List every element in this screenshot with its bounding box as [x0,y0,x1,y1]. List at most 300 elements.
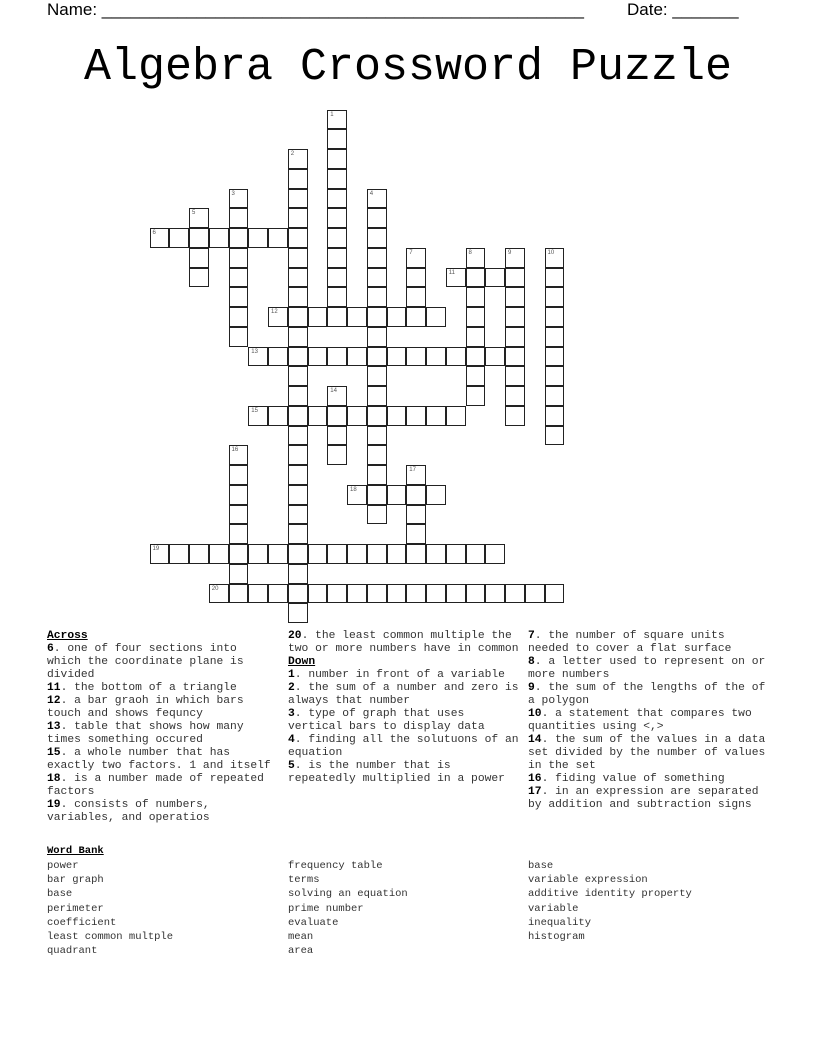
down-clue-3 [288,708,523,734]
clue-number: 15 [47,747,61,759]
clue-separator: . [60,799,75,811]
crossword-cell[interactable] [327,544,347,564]
crossword-cell[interactable] [545,584,565,604]
crossword-cell[interactable] [288,465,308,485]
crossword-cell[interactable] [406,485,426,505]
word-bank-item: evaluate [288,916,339,929]
across-clue-6 [47,643,272,682]
clue-number: 11 [47,682,61,694]
clue-number-label: 18 [350,486,357,493]
crossword-cell[interactable] [327,386,347,406]
clue-text: the bottom of a triangle [74,682,237,694]
crossword-cell[interactable] [545,327,565,347]
crossword-cell[interactable] [387,406,407,426]
crossword-cell[interactable] [367,426,387,446]
crossword-cell[interactable] [485,584,505,604]
crossword-cell[interactable] [367,544,387,564]
word-bank-item: perimeter [47,902,104,915]
crossword-cell[interactable] [466,544,486,564]
crossword-cell[interactable] [229,445,249,465]
crossword-cell[interactable] [406,248,426,268]
clue-number-label: 11 [448,269,455,276]
page-title: Algebra Crossword Puzzle [83,42,733,93]
word-bank-item: additive identity property [528,888,692,901]
crossword-cell[interactable] [406,307,426,327]
crossword-cell[interactable] [288,149,308,169]
crossword-cell[interactable] [268,544,288,564]
crossword-cell[interactable] [229,564,249,584]
crossword-cell[interactable] [367,208,387,228]
down-clue-1 [288,669,523,682]
crossword-cell[interactable] [367,406,387,426]
clue-number-label: 12 [271,309,278,315]
clue-number: 7 [528,630,535,642]
clue-number: 13 [47,721,61,733]
word-bank-item: terms [288,874,320,887]
clue-text: table that shows how many times something occured [47,721,244,746]
clue-separator: . [541,786,556,798]
word-bank-item: power [47,860,79,872]
crossword-cell[interactable] [288,584,308,604]
word-bank-item: solving an equation [288,888,408,901]
crossword-cell[interactable] [347,584,367,604]
crossword-cell[interactable] [288,228,308,248]
clue-separator: . [60,773,75,785]
clue-text: one of four sections into which the coordinate plane is divided [47,643,244,681]
crossword-cell[interactable] [545,248,565,268]
across-clue-11 [47,682,272,695]
crossword-cell[interactable] [189,268,209,288]
crossword-cell[interactable] [545,386,565,406]
crossword-cell[interactable] [288,603,308,623]
crossword-cell[interactable] [288,208,308,228]
clue-number: 1 [288,669,295,681]
clue-text: type of graph that uses vertical bars to display data [288,708,485,733]
crossword-cell[interactable] [268,347,288,367]
crossword-cell[interactable] [406,505,426,525]
crossword-cell[interactable] [387,544,407,564]
word-bank-item: quadrant [47,945,98,958]
crossword-cell[interactable] [308,406,328,426]
clue-text: is a number made of repeated factors [47,773,264,798]
clue-number-label: 5 [192,210,196,217]
clue-text: consists of numbers, variables, and operatios [47,799,210,824]
clue-number-label: 14 [330,388,337,394]
crossword-cell[interactable] [288,445,308,465]
crossword-cell[interactable] [387,307,407,327]
crossword-cell[interactable] [426,584,446,604]
crossword-cell[interactable] [446,544,466,564]
clue-number: 8 [528,656,535,668]
crossword-cell[interactable] [209,228,229,248]
clue-separator: . [294,734,309,746]
clue-number-label: 10 [547,249,555,256]
crossword-cell[interactable] [505,327,525,347]
clue-number-label: 6 [152,230,156,236]
word-bank-column-2 [288,859,408,958]
crossword-cell[interactable] [229,544,249,564]
crossword-cell[interactable] [347,307,367,327]
crossword-cell[interactable] [505,366,525,386]
crossword-cell[interactable] [288,287,308,307]
clue-text: the sum of the lengths of the of a polygon [528,682,766,707]
crossword-cell[interactable] [288,347,308,367]
word-bank-item: area [288,945,314,958]
crossword-cell[interactable] [466,386,486,406]
crossword-cell[interactable] [367,584,387,604]
crossword-cell[interactable] [387,347,407,367]
crossword-cell[interactable] [327,228,347,248]
word-bank-item: base [528,860,554,872]
crossword-cell[interactable] [229,465,249,485]
crossword-cell[interactable] [288,248,308,268]
crossword-cell[interactable] [229,189,249,209]
crossword-cell[interactable] [327,169,347,189]
clue-separator: . [53,643,68,655]
crossword-cell[interactable] [288,169,308,189]
down-heading: Down [288,656,316,668]
crossword-cell[interactable] [367,347,387,367]
crossword-cell[interactable] [505,406,525,426]
clues-column-1 [47,630,272,825]
crossword-cell[interactable] [209,584,229,604]
crossword-cell[interactable] [545,307,565,327]
name-field-label: Name: ___________________________________________________ [47,0,584,19]
crossword-cell[interactable] [150,228,170,248]
crossword-cell[interactable] [505,584,525,604]
clue-separator: . [294,682,309,694]
clue-number-label: 17 [409,467,416,473]
crossword-cell[interactable] [505,386,525,406]
crossword-cell[interactable] [406,544,426,564]
down-clue-4 [288,734,523,760]
crossword-cell[interactable] [248,544,268,564]
crossword-cell[interactable] [466,366,486,386]
crossword-cell[interactable] [327,307,347,327]
crossword-cell[interactable] [308,544,328,564]
crossword-cell[interactable] [387,485,407,505]
clue-separator: . [541,773,556,785]
clue-separator: . [534,656,549,668]
clue-number-label: 3 [231,190,235,197]
crossword-cell[interactable] [406,287,426,307]
crossword-cell[interactable] [327,110,347,130]
crossword-cell[interactable] [367,366,387,386]
clue-text: is the number that is repeatedly multiplied in a power [288,760,505,785]
crossword-cell[interactable] [229,327,249,347]
across-clue-15 [47,747,272,773]
clue-separator: . [541,734,556,746]
crossword-cell[interactable] [288,366,308,386]
crossword-cell[interactable] [367,386,387,406]
clue-separator: . [60,721,75,733]
crossword-cell[interactable] [189,248,209,268]
clue-number: 4 [288,734,295,746]
crossword-cell[interactable] [327,248,347,268]
crossword-cell[interactable] [229,307,249,327]
clue-separator: . [534,630,549,642]
word-bank-item: variable expression [528,874,648,887]
crossword-cell[interactable] [268,307,288,327]
crossword-cell[interactable] [189,228,209,248]
crossword-cell[interactable] [406,584,426,604]
down-clue-17 [528,786,768,812]
crossword-cell[interactable] [347,406,367,426]
crossword-cell[interactable] [367,287,387,307]
crossword-cell[interactable] [248,584,268,604]
crossword-cell[interactable] [466,584,486,604]
clue-number: 19 [47,799,61,811]
across-clue-20 [288,630,523,656]
crossword-cell[interactable] [327,347,347,367]
crossword-cell[interactable] [288,406,308,426]
crossword-cell[interactable] [545,406,565,426]
clue-number: 14 [528,734,542,746]
word-bank-column-3 [528,859,692,944]
crossword-cell[interactable] [426,485,446,505]
crossword-cell[interactable] [229,248,249,268]
across-clue-13 [47,721,272,747]
crossword-cell[interactable] [406,268,426,288]
clue-number: 6 [47,643,54,655]
crossword-cell[interactable] [288,268,308,288]
crossword-cell[interactable] [288,189,308,209]
clue-separator: . [534,682,549,694]
clue-text: a bar graoh in which bars touch and shows fequncy [47,695,244,720]
crossword-cell[interactable] [367,228,387,248]
crossword-cell[interactable] [406,465,426,485]
crossword-cell[interactable] [248,406,268,426]
crossword-cell[interactable] [426,307,446,327]
clue-number: 2 [288,682,295,694]
clue-separator: . [294,760,309,772]
across-clue-12 [47,695,272,721]
crossword-cell[interactable] [505,347,525,367]
clue-number-label: 7 [409,249,413,256]
crossword-cell[interactable] [327,208,347,228]
word-bank-column-1 [47,859,173,958]
across-clue-18 [47,773,272,799]
crossword-cell[interactable] [288,426,308,446]
clue-text: the sum of the values in a data set divided by the number of values in the set [528,734,766,772]
word-bank-item: histogram [528,931,585,944]
word-bank-item: coefficient [47,916,117,929]
crossword-cell[interactable] [406,406,426,426]
crossword-cell[interactable] [367,268,387,288]
crossword-cell[interactable] [169,544,189,564]
crossword-cell[interactable] [367,465,387,485]
crossword-cell[interactable] [288,386,308,406]
clue-number-label: 2 [290,151,295,157]
crossword-cell[interactable] [229,208,249,228]
crossword-cell[interactable] [406,347,426,367]
crossword-cell[interactable] [327,445,347,465]
word-bank-item: least common multple [47,931,174,944]
crossword-cell[interactable] [189,544,209,564]
crossword-cell[interactable] [446,268,466,288]
crossword-cell[interactable] [466,268,486,288]
crossword-cell[interactable] [229,228,249,248]
word-bank-item: bar graph [47,874,104,887]
crossword-cell[interactable] [545,347,565,367]
crossword-cell[interactable] [347,485,367,505]
down-clue-5 [288,760,523,786]
crossword-cell[interactable] [268,228,288,248]
crossword-cell[interactable] [347,347,367,367]
crossword-cell[interactable] [426,544,446,564]
clue-text: the sum of a number and zero is always that number [288,682,519,707]
clue-text: the least common multiple the two or more numbers have in common [288,630,519,655]
crossword-cell[interactable] [446,584,466,604]
clue-text: the number of square units needed to cover a flat surface [528,630,732,655]
crossword-cell[interactable] [466,248,486,268]
crossword-cell[interactable] [288,544,308,564]
crossword-cell[interactable] [327,149,347,169]
clue-text: in an expression are separated by addition and subtraction signs [528,786,759,811]
clue-number: 9 [528,682,535,694]
crossword-cell[interactable] [505,268,525,288]
crossword-cell[interactable] [426,347,446,367]
clue-separator: . [60,747,75,759]
clue-text: a letter used to represent on or more numbers [528,656,766,681]
crossword-cell[interactable] [367,248,387,268]
crossword-cell[interactable] [308,307,328,327]
crossword-cell[interactable] [327,189,347,209]
word-bank-item: prime number [288,902,364,915]
crossword-cell[interactable] [367,307,387,327]
word-bank-item: frequency table [288,860,383,872]
clue-number: 5 [288,760,295,772]
crossword-cell[interactable] [545,268,565,288]
crossword-cell[interactable] [229,485,249,505]
crossword-cell[interactable] [150,544,170,564]
crossword-cell[interactable] [189,208,209,228]
crossword-cell[interactable] [268,584,288,604]
crossword-cell[interactable] [485,347,505,367]
crossword-cell[interactable] [466,327,486,347]
date-field-label: Date: _______ [627,0,739,19]
clue-number-label: 20 [211,585,219,592]
word-bank-item: base [47,888,73,901]
clue-separator: . [60,682,75,694]
crossword-cell[interactable] [466,347,486,367]
crossword-cell[interactable] [505,248,525,268]
crossword-cell[interactable] [406,524,426,544]
clue-text: a whole number that has exactly two factors. 1 and itself [47,747,271,772]
crossword-cell[interactable] [347,544,367,564]
clue-number: 10 [528,708,542,720]
crossword-cell[interactable] [327,426,347,446]
crossword-cell[interactable] [387,584,407,604]
crossword-cell[interactable] [505,287,525,307]
across-clue-19 [47,799,272,825]
crossword-cell[interactable] [229,287,249,307]
crossword-cell[interactable] [268,406,288,426]
crossword-cell[interactable] [327,129,347,149]
crossword-cell[interactable] [248,228,268,248]
crossword-cell[interactable] [545,287,565,307]
clue-number-label: 19 [152,546,160,552]
crossword-cell[interactable] [308,347,328,367]
clue-separator: . [301,630,316,642]
word-bank-item: mean [288,931,314,944]
crossword-cell[interactable] [367,189,387,209]
clue-number: 16 [528,773,542,785]
clue-number-label: 15 [251,407,258,414]
crossword-cell[interactable] [426,406,446,426]
crossword-cell[interactable] [288,505,308,525]
crossword-cell[interactable] [229,524,249,544]
down-clue-16 [528,773,768,786]
crossword-cell[interactable] [229,584,249,604]
crossword-cell[interactable] [288,307,308,327]
crossword-cell[interactable] [288,485,308,505]
word-bank-heading: Word Bank [47,845,104,857]
clue-number-label: 16 [231,447,239,454]
clue-text: a statement that compares two quantities using <,> [528,708,752,733]
clues-column-3 [528,630,768,812]
crossword-cell[interactable] [466,307,486,327]
crossword-cell[interactable] [367,327,387,347]
crossword-cell[interactable] [248,347,268,367]
down-clue-9 [528,682,768,708]
word-bank-item: variable [528,902,579,915]
crossword-cell[interactable] [327,287,347,307]
down-clue-10 [528,708,768,734]
crossword-cell[interactable] [485,544,505,564]
crossword-cell[interactable] [288,524,308,544]
clue-number: 12 [47,695,61,707]
crossword-cell[interactable] [545,426,565,446]
crossword-cell[interactable] [446,406,466,426]
crossword-cell[interactable] [209,544,229,564]
crossword-cell[interactable] [367,485,387,505]
crossword-cell[interactable] [308,584,328,604]
crossword-cell[interactable] [288,327,308,347]
crossword-cell[interactable] [367,445,387,465]
crossword-cell[interactable] [446,347,466,367]
crossword-cell[interactable] [466,287,486,307]
clue-number: 3 [288,708,295,720]
crossword-cell[interactable] [367,505,387,525]
crossword-cell[interactable] [327,406,347,426]
crossword-cell[interactable] [545,366,565,386]
clue-text: fiding value of something [555,773,725,785]
down-clue-8 [528,656,768,682]
crossword-cell[interactable] [327,268,347,288]
across-heading: Across [47,630,88,642]
crossword-cell[interactable] [229,505,249,525]
down-clue-14 [528,734,768,773]
clue-number: 20 [288,630,302,642]
clues-column-2 [288,630,523,786]
crossword-cell[interactable] [288,564,308,584]
clue-text: finding all the solutuons of an equation [288,734,519,759]
crossword-cell[interactable] [485,268,505,288]
clue-separator: . [294,708,309,720]
crossword-cell[interactable] [229,268,249,288]
clue-separator: . [541,708,556,720]
clue-number-label: 8 [468,249,472,256]
clue-separator: . [60,695,75,707]
crossword-cell[interactable] [169,228,189,248]
crossword-cell[interactable] [525,584,545,604]
clue-number: 18 [47,773,61,785]
clue-text: number in front of a variable [308,669,505,681]
clue-number-label: 1 [330,111,334,118]
crossword-cell[interactable] [327,584,347,604]
crossword-cell[interactable] [505,307,525,327]
